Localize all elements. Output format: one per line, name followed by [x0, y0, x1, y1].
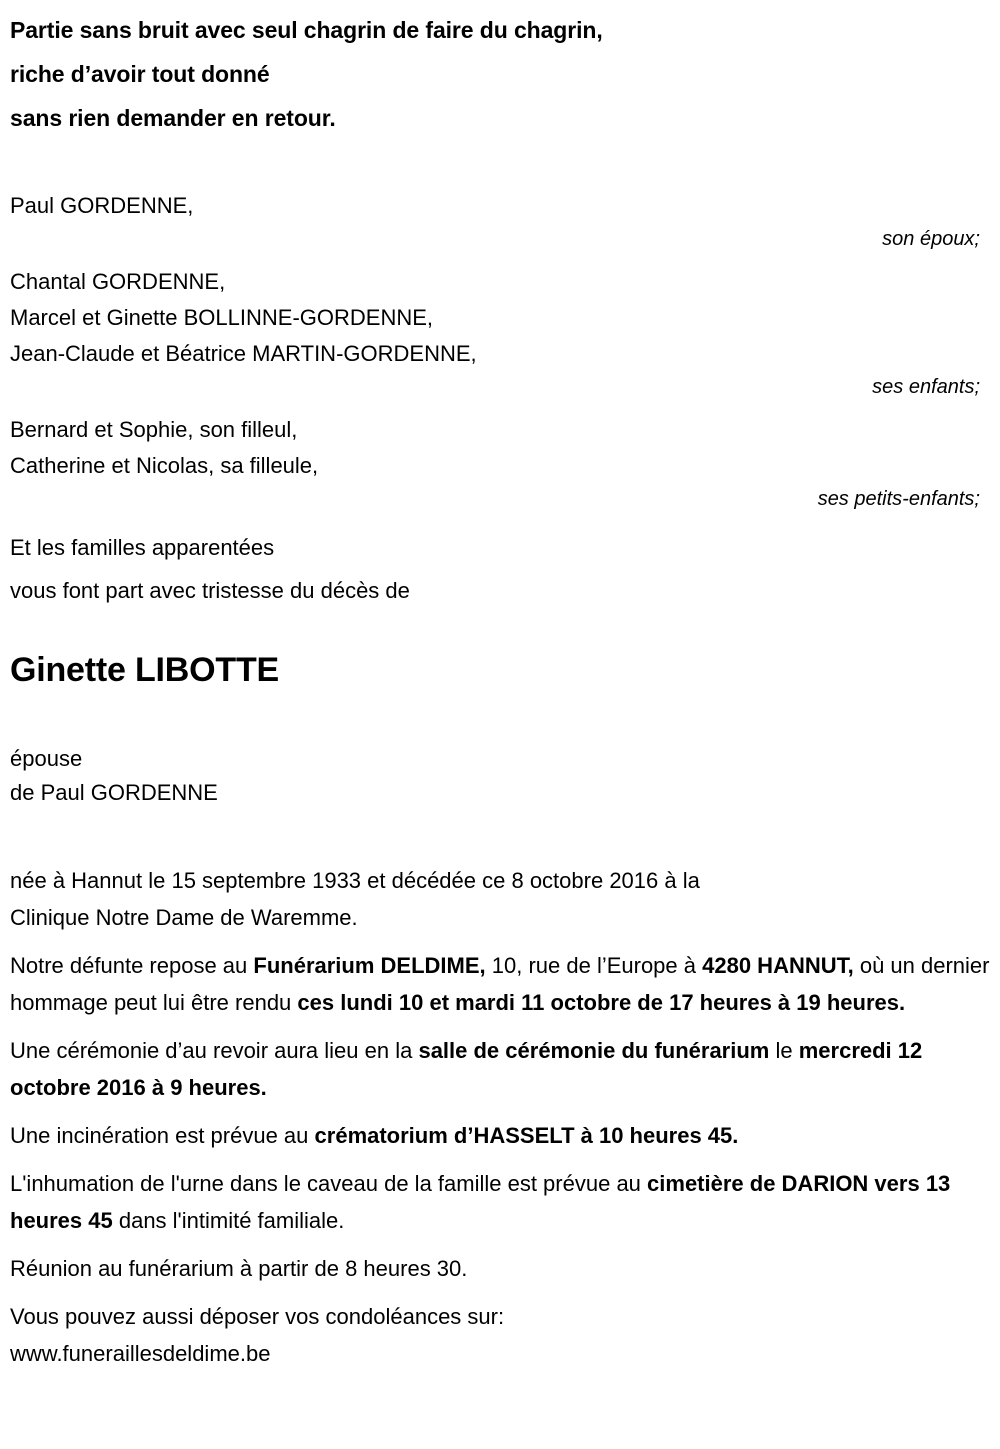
- spouse-label: épouse: [10, 746, 83, 771]
- urn-place-time: cimetière de DARION vers 13 heures 45: [10, 1171, 951, 1233]
- ceremony-place: salle de cérémonie du funérarium: [418, 1038, 770, 1063]
- family-member-name: Chantal GORDENNE,: [10, 269, 226, 294]
- condolences-url[interactable]: www.funeraillesdeldime.be: [10, 1341, 271, 1366]
- announcement-intro: vous font part avec tristesse du décès de: [10, 578, 410, 603]
- condolences-paragraph: [10, 1298, 995, 1372]
- family-member-name: Jean-Claude et Béatrice MARTIN-GORDENNE,: [10, 341, 477, 366]
- family-list: [10, 188, 990, 566]
- condolences-label: Vous pouvez aussi déposer vos condoléances sur:: [10, 1304, 505, 1329]
- repose-paragraph: [10, 947, 995, 1021]
- family-group-spouse: [10, 188, 990, 254]
- repose-prefix: Notre défunte repose au: [10, 953, 254, 978]
- details-block: [10, 862, 995, 1383]
- family-relation-label: ses enfants;: [872, 376, 980, 398]
- repose-address: 10, rue de l’Europe à: [485, 953, 703, 978]
- ceremony-mid: le: [769, 1038, 799, 1063]
- birth-death-paragraph: [10, 862, 995, 936]
- poem-line-2: riche d’avoir tout donné: [10, 61, 270, 87]
- ceremony-prefix: Une cérémonie d’au revoir aura lieu en la: [10, 1038, 419, 1063]
- urn-paragraph: [10, 1165, 995, 1239]
- cremation-prefix: Une incinération est prévue au: [10, 1123, 315, 1148]
- family-relation-label: ses petits-enfants;: [817, 488, 980, 510]
- deceased-name: Ginette LIBOTTE: [10, 651, 280, 689]
- urn-prefix: L'inhumation de l'urne dans le caveau de la famille est prévue au: [10, 1171, 648, 1196]
- repose-middle: où un dernier hommage peut lui être rendu: [10, 953, 990, 1015]
- family-group-children: [10, 264, 990, 402]
- family-member-name: Catherine et Nicolas, sa filleule,: [10, 453, 319, 478]
- visiting-hours: ces lundi 10 et mardi 11 octobre de 17 heures à 19 heures.: [297, 990, 906, 1015]
- spouse-info: [10, 742, 910, 810]
- poem-line-1: Partie sans bruit avec seul chagrin de faire du chagrin,: [10, 17, 603, 43]
- ceremony-datetime: mercredi 12 octobre 2016 à 9 heures.: [10, 1038, 923, 1100]
- spouse-name: de Paul GORDENNE: [10, 780, 218, 805]
- ceremony-paragraph: [10, 1032, 995, 1106]
- memorial-poem: [10, 8, 980, 140]
- family-member-name: Bernard et Sophie, son filleul,: [10, 417, 298, 442]
- birth-death-line-2: Clinique Notre Dame de Waremme.: [10, 905, 358, 930]
- gathering-paragraph: Réunion au funérarium à partir de 8 heures 30.: [10, 1256, 468, 1281]
- family-group-grandchildren: [10, 412, 990, 514]
- extended-family-line: Et les familles apparentées: [10, 535, 275, 560]
- birth-death-line-1: née à Hannut le 15 septembre 1933 et décédée ce 8 octobre 2016 à la: [10, 868, 700, 893]
- family-member-name: Marcel et Ginette BOLLINNE-GORDENNE,: [10, 305, 434, 330]
- cremation-place-time: crématorium d’HASSELT à 10 heures 45.: [314, 1123, 739, 1148]
- funerarium-name: Funérarium DELDIME,: [253, 953, 486, 978]
- family-member-name: Paul GORDENNE,: [10, 193, 194, 218]
- funerarium-city: 4280 HANNUT,: [702, 953, 854, 978]
- cremation-paragraph: [10, 1117, 995, 1154]
- poem-line-3: sans rien demander en retour.: [10, 105, 336, 131]
- urn-suffix: dans l'intimité familiale.: [112, 1208, 345, 1233]
- family-relation-label: son époux;: [882, 228, 980, 250]
- family-group-extended: [10, 530, 990, 566]
